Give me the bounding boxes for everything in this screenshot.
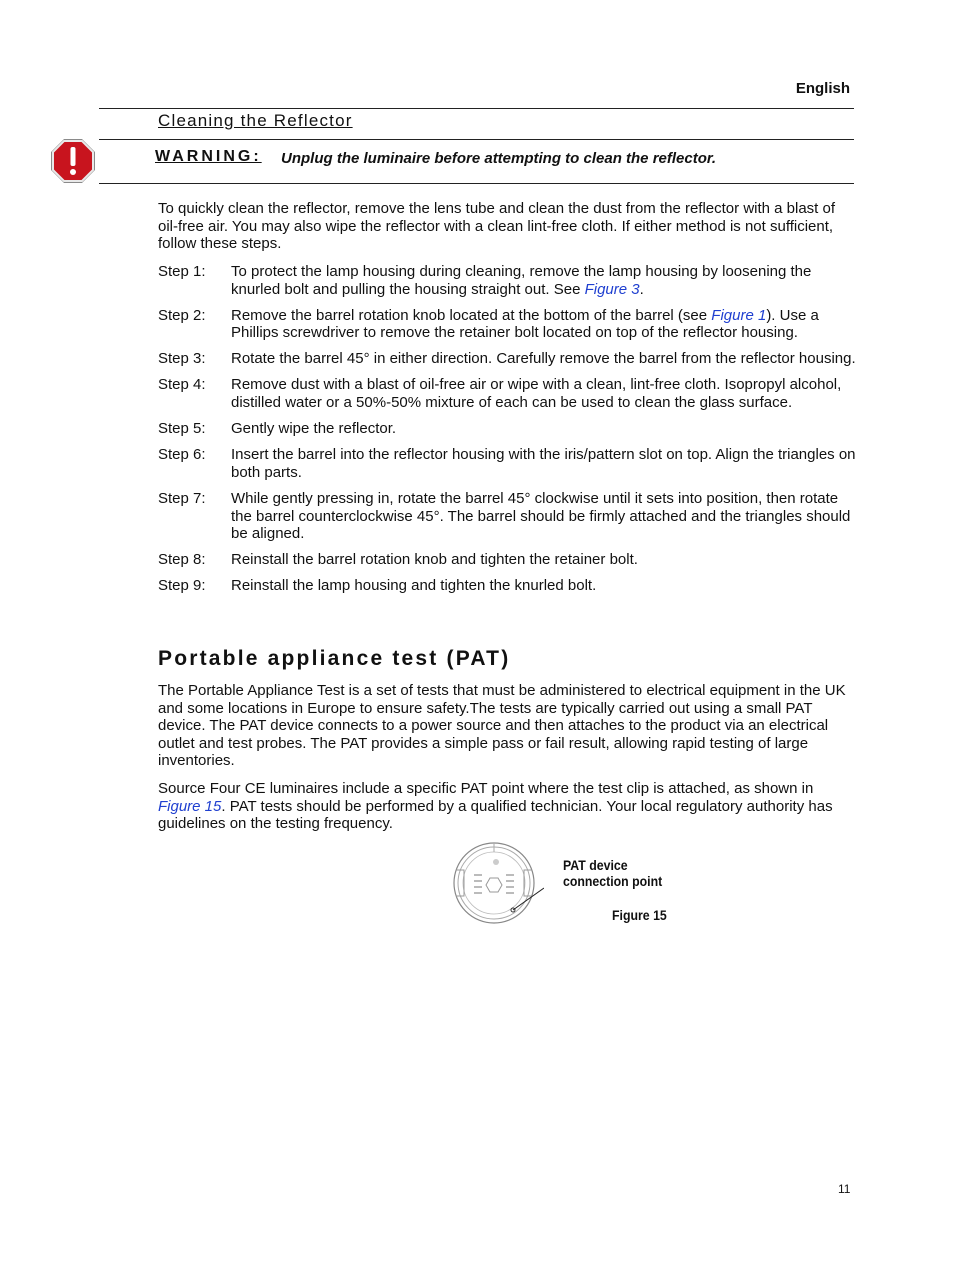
- step-number: Step 6:: [158, 446, 206, 464]
- step-text: To protect the lamp housing during cleaning, remove the lamp housing by loosening the knurled bolt and pulling the housing straight out. See Figure 3.: [231, 263, 812, 298]
- step-item: [158, 420, 858, 438]
- pat-point-illustration: [450, 840, 544, 926]
- steps-list: [158, 263, 858, 603]
- step-text: While gently pressing in, rotate the barrel 45° clockwise until it sets into position, then rotate the barrel counterclockwise 45°. The barrel should be firmly attached and the triangles should be aligned.: [231, 489, 851, 543]
- step-text: Insert the barrel into the reflector housing with the iris/pattern slot on top. Align the triangles on both parts.: [231, 446, 856, 481]
- figure-link[interactable]: Figure 15: [158, 797, 222, 815]
- step-number: Step 5:: [158, 420, 206, 438]
- warning-text: Unplug the luminaire before attempting to clean the reflector.: [281, 150, 717, 167]
- step-item: [158, 307, 858, 342]
- step-text: Reinstall the lamp housing and tighten the knurled bolt.: [231, 577, 597, 595]
- language-label: English: [795, 80, 850, 97]
- step-item: [158, 551, 858, 569]
- warning-label: WARNING:: [155, 148, 262, 165]
- warning-bottom-rule: [99, 183, 854, 184]
- step-text: Rotate the barrel 45° in either direction. Carefully remove the barrel from the reflector housing.: [231, 350, 856, 368]
- figure-link[interactable]: Figure 3: [584, 280, 640, 298]
- page-number: 11: [838, 1182, 851, 1196]
- step-item: [158, 376, 858, 411]
- section-title: Cleaning the Reflector: [158, 111, 353, 130]
- pat-paragraph-1: The Portable Appliance Test is a set of tests that must be administered to electrical equipment in the UK and some locations in Europe to ensure safety.The tests are typically carried out using a small PAT device. The PAT device connects to a power source and then attaches to the product via an electrical outlet and test probes. The PAT provides a simple pass or fail result, allowing rapid testing of large inventories.: [158, 682, 846, 770]
- figure-link[interactable]: Figure 1: [711, 306, 767, 324]
- pat-section-title: Portable appliance test (PAT): [158, 647, 511, 670]
- step-item: [158, 350, 858, 368]
- warning-octagon-icon: [50, 138, 96, 184]
- step-item: [158, 490, 858, 543]
- step-item: [158, 263, 858, 298]
- step-text: Reinstall the barrel rotation knob and tighten the retainer bolt.: [231, 551, 638, 569]
- intro-paragraph: To quickly clean the reflector, remove the lens tube and clean the dust from the reflector with a blast of oil-free air. You may also wipe the reflector with a clean lint-free cloth. If either method is not sufficient, follow these steps.: [158, 200, 836, 253]
- step-text: Remove the barrel rotation knob located at the bottom of the barrel (see Figure 1). Use a Phillips screwdriver to remove the retainer bolt located on top of the reflector housing.: [231, 306, 819, 342]
- step-number: Step 2:: [158, 306, 206, 324]
- pat-callout-label: PAT device connection point: [563, 857, 663, 889]
- step-number: Step 3:: [158, 350, 206, 368]
- step-item: [158, 577, 858, 595]
- figure-caption: Figure 15: [612, 907, 667, 923]
- warning-top-rule: [99, 139, 854, 140]
- step-text: Remove dust with a blast of oil-free air or wipe with a clean, lint-free cloth. Isopropyl alcohol, distilled water or a 50%-50% mixture of each can be used to clean the glass surface.: [231, 376, 842, 412]
- pat-paragraph-2: Source Four CE luminaires include a specific PAT point where the test clip is attached, as shown in Figure 15. PAT tests should be performed by a qualified technician. Your local regulatory authority has guidelines on the testing frequency.: [158, 780, 833, 833]
- step-text: Gently wipe the reflector.: [231, 420, 397, 438]
- top-rule: [99, 108, 854, 109]
- step-number: Step 9:: [158, 577, 206, 595]
- step-item: [158, 446, 858, 481]
- step-number: Step 7:: [158, 489, 206, 507]
- step-number: Step 8:: [158, 551, 206, 569]
- step-number: Step 1:: [158, 263, 206, 280]
- step-number: Step 4:: [158, 376, 206, 394]
